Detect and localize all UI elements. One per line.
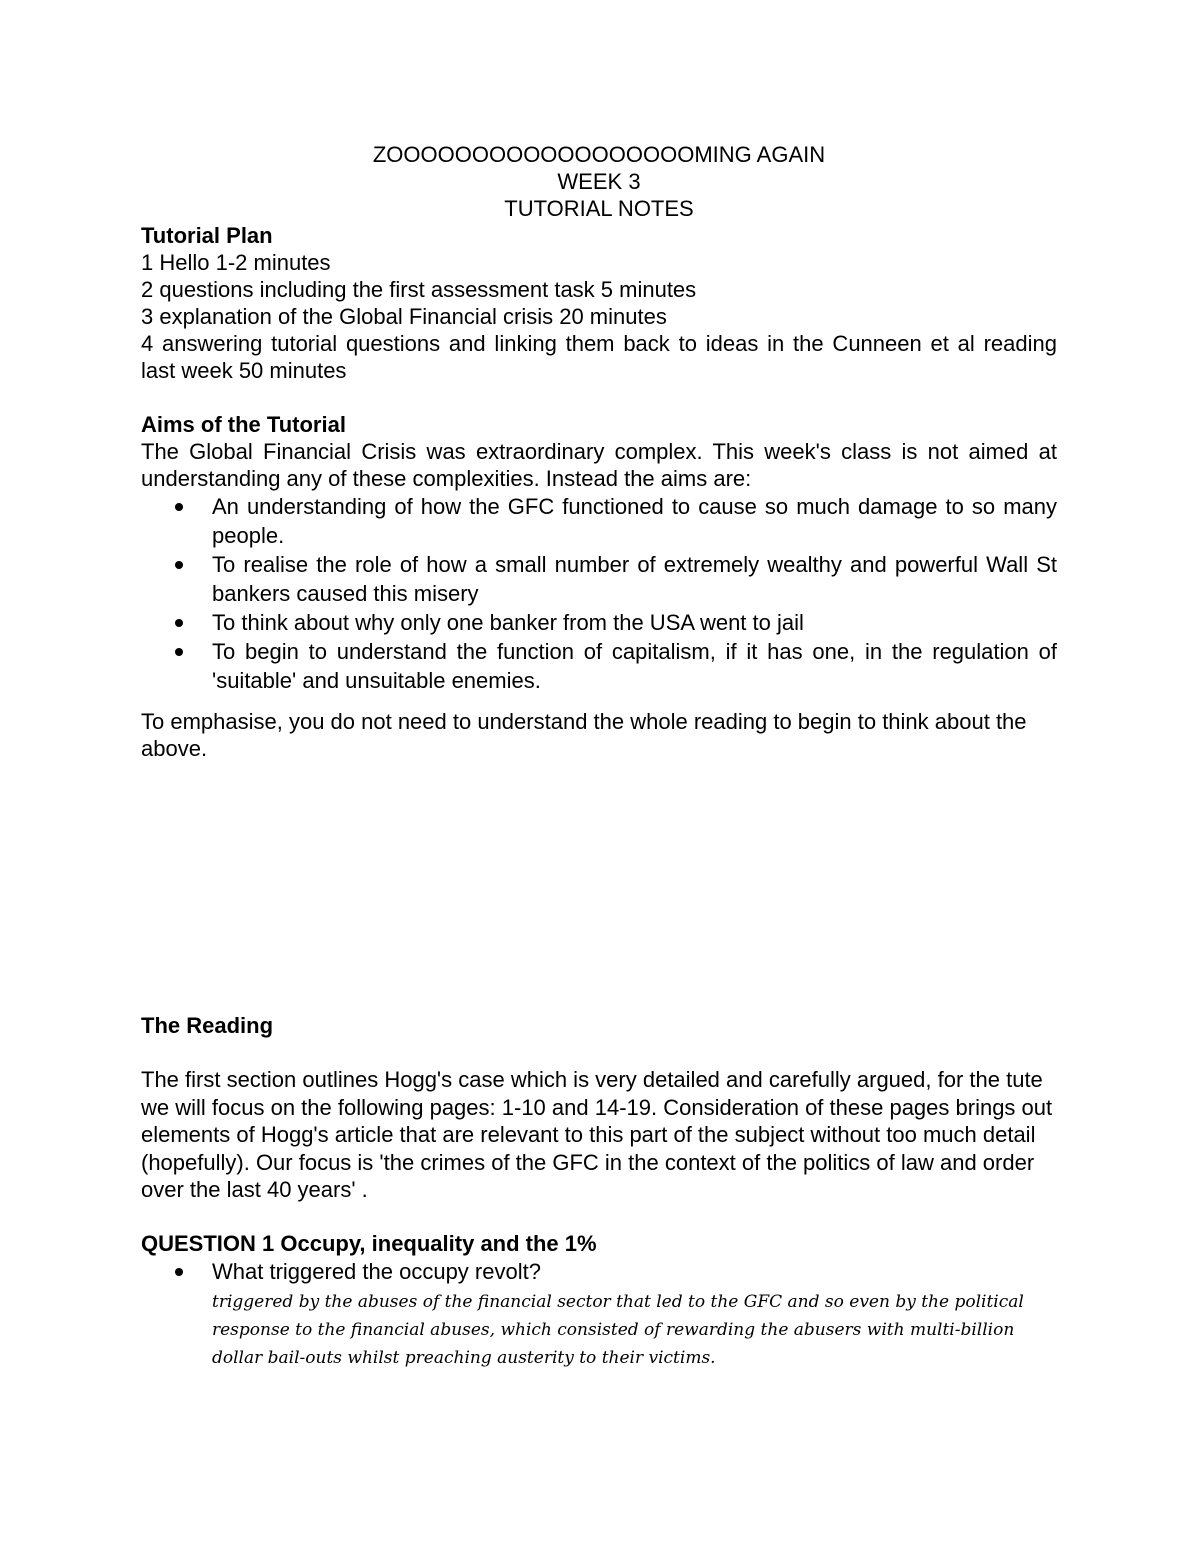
plan-item-4: 4 answering tutorial questions and linking them back to ideas in the Cunneen et al reading last week 50 minutes bbox=[141, 331, 1057, 383]
reading-body: The first section outlines Hogg's case which is very detailed and carefully argued, for the tute we will focus on the following pages: 1-10 and 14-19. Consideration of these pages brings out elements of Hogg's article that are relevant to this part of the subject without too much detail (hopefully). Our focus is 'the crimes of the GFC in the context of the politics of law and order over the last 40 years' . bbox=[141, 1067, 1053, 1202]
aims-bullet-text: To realise the role of how a small number of extremely wealthy and powerful Wall St bankers caused this misery bbox=[212, 552, 1057, 606]
bullet-dot-icon bbox=[175, 619, 183, 627]
aims-heading: Aims of the Tutorial bbox=[141, 412, 346, 437]
aims-bullet-4 bbox=[141, 637, 1057, 695]
plan-item-1: 1 Hello 1-2 minutes bbox=[141, 250, 331, 275]
document-page-lower bbox=[141, 1012, 1057, 1372]
bullet-dot-icon bbox=[175, 1268, 183, 1276]
question-1-bullet bbox=[141, 1257, 1057, 1372]
aims-intro: The Global Financial Crisis was extraordinary complex. This week's class is not aimed at understanding any of these complexities. Instead the aims are: bbox=[141, 439, 1057, 491]
plan-item-3: 3 explanation of the Global Financial crisis 20 minutes bbox=[141, 304, 667, 329]
aims-bullet-text: An understanding of how the GFC functioned to cause so much damage to so many people. bbox=[212, 494, 1057, 548]
tutorial-plan-heading: Tutorial Plan bbox=[141, 223, 273, 248]
document-title-block bbox=[141, 141, 1057, 222]
question-1-bullet-text: What triggered the occupy revolt? bbox=[212, 1258, 541, 1284]
document-page-top bbox=[141, 141, 1057, 762]
title-line-2: WEEK 3 bbox=[557, 169, 641, 194]
aims-bullet-text: To think about why only one banker from the USA went to jail bbox=[212, 610, 804, 635]
bullet-dot-icon bbox=[175, 561, 183, 569]
title-line-3: TUTORIAL NOTES bbox=[504, 196, 694, 221]
question-1-answer: triggered by the abuses of the financial sector that led to the GFC and so even by the political response to the financial abuses, which consisted of rewarding the abusers with multi-billion dollar bail-outs whilst preaching austerity to their victims. bbox=[212, 1291, 1024, 1368]
bullet-dot-icon bbox=[175, 503, 183, 511]
plan-item-2: 2 questions including the first assessment task 5 minutes bbox=[141, 277, 697, 302]
aims-bullet-3 bbox=[141, 608, 1057, 637]
reading-heading: The Reading bbox=[141, 1013, 274, 1038]
aims-bullet-1 bbox=[141, 492, 1057, 550]
aims-bullet-2 bbox=[141, 550, 1057, 608]
aims-emphasis: To emphasise, you do not need to understand the whole reading to begin to think about the above. bbox=[141, 709, 1027, 761]
bullet-dot-icon bbox=[175, 648, 183, 656]
question-1-list bbox=[141, 1257, 1057, 1372]
question-1-heading: QUESTION 1 Occupy, inequality and the 1% bbox=[141, 1230, 597, 1256]
aims-bullet-text: To begin to understand the function of capitalism, if it has one, in the regulation of 'suitable' and unsuitable enemies. bbox=[212, 639, 1057, 693]
aims-list bbox=[141, 492, 1057, 695]
title-line-1: ZOOOOOOOOOOOOOOOOOOMING AGAIN bbox=[372, 142, 826, 167]
